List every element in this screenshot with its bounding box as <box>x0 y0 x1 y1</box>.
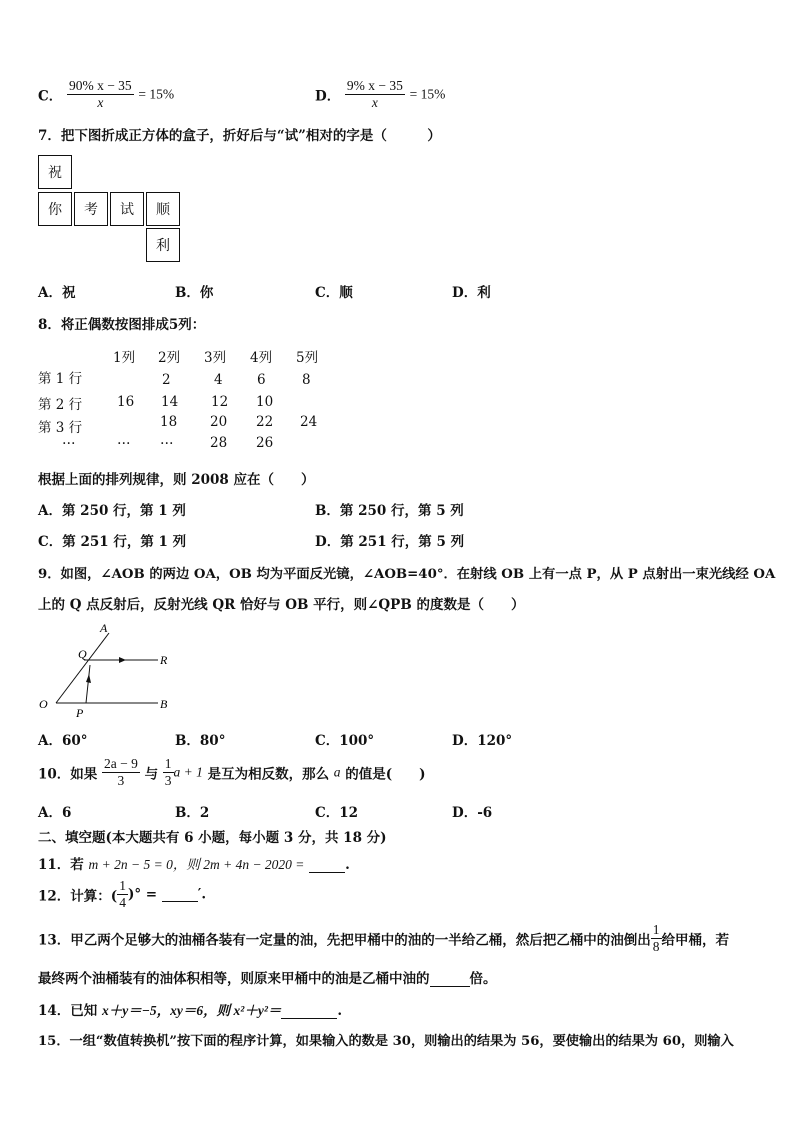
q10-expr-tail: a + 1 <box>173 764 203 780</box>
label-Q: Q <box>78 647 87 661</box>
q8-stem: 8．将正偶数按图排成5列： <box>38 317 206 333</box>
q7-option-a: A．祝 <box>38 285 76 301</box>
row-label: 第 3 行 <box>38 420 83 436</box>
numerator: 1 <box>652 922 660 937</box>
label-B: B <box>160 697 168 711</box>
q7-stem: 7．把下图折成正方体的盒子，折好后与“试”相对的字是（ ） <box>38 128 441 144</box>
q10-stem <box>38 756 426 789</box>
q8-option-b: B．第 250 行，第 5 列 <box>315 503 464 519</box>
label-R: R <box>160 653 168 667</box>
q9-option-d: D．120° <box>452 733 513 749</box>
denominator: x <box>371 95 378 110</box>
q8-question: 根据上面的排列规律，则 2008 应在（ ） <box>38 472 315 488</box>
q11-end: . <box>345 857 350 873</box>
table-cell: 8 <box>302 372 311 388</box>
reflection-diagram <box>34 620 184 720</box>
table-cell: 12 <box>211 394 229 410</box>
fraction <box>651 922 662 955</box>
q7-option-d: D．利 <box>452 285 491 301</box>
q10-option-c: C．12 <box>315 805 359 821</box>
q13-line1a: 13．甲乙两个足够大的油桶各装有一定量的油，先把甲桶中的油的一半给乙桶，然后把乙桶中的油倒出 <box>38 932 651 949</box>
q12 <box>38 878 206 911</box>
answer-blank[interactable] <box>281 1004 337 1019</box>
table-cell: 24 <box>300 414 318 430</box>
q10-option-b: B．2 <box>175 805 210 821</box>
q15-text: 15．一组“数值转换机”按下面的程序计算，如果输入的数是 30，则输出的结果为 56，要使输出的结果为 60，则输入 <box>38 1034 734 1049</box>
q8-option-d: D．第 251 行，第 5 列 <box>315 534 465 550</box>
q8-option-a: A．第 250 行，第 1 列 <box>38 503 186 519</box>
q10-option-d: D．-6 <box>452 805 493 821</box>
fraction <box>163 756 174 789</box>
q10-suffix: 是互为相反数，那么 <box>207 766 330 783</box>
numerator: 9% x − 35 <box>346 78 403 93</box>
option-label: D． <box>315 88 341 105</box>
q9-stem-line1: 9．如图，∠AOB 的两边 OA，OB 均为平面反光镜，∠AOB=40°．在射线 OB 上有一点 P，从 P 点射出一束光线经 OA <box>38 567 776 582</box>
fraction <box>117 878 128 911</box>
q8-option-c: C．第 251 行，第 1 列 <box>38 534 187 550</box>
table-cell: 10 <box>256 394 274 410</box>
q10-option-a: A．6 <box>38 805 72 821</box>
q11-prefix: 11．若 <box>38 857 84 873</box>
row-label: … <box>62 432 76 448</box>
ray-PQ <box>86 665 90 703</box>
q7-option-b: B．你 <box>175 285 214 301</box>
net-cell-li: 利 <box>146 228 180 262</box>
arrow-head-qr <box>119 657 126 663</box>
numerator: 90% x − 35 <box>68 78 132 93</box>
table-cell: 16 <box>117 394 135 410</box>
q11-expr: m + 2n − 5 = 0，则 2m + 4n − 2020 = <box>88 857 305 872</box>
q12-close: )° = <box>127 886 158 903</box>
q14-expr: x＋y＝−5，xy＝6，则 x²＋y²＝ <box>102 1003 282 1018</box>
ray-OA <box>56 633 109 703</box>
net-cell-zhu: 祝 <box>38 155 72 189</box>
q14-prefix: 14．已知 <box>38 1003 98 1019</box>
q13-line2-text: 最终两个油桶装有的油体积相等，则原来甲桶中的油是乙桶中油的 <box>38 971 430 987</box>
q9-option-c: C．100° <box>315 733 375 749</box>
arrow-head-pq <box>86 674 91 683</box>
answer-blank[interactable] <box>430 972 470 987</box>
col-header: 2列 <box>158 350 181 366</box>
net-cell-kao: 考 <box>74 192 108 226</box>
table-cell: 20 <box>210 414 228 430</box>
numerator: 2a − 9 <box>104 756 138 771</box>
answer-blank[interactable] <box>309 858 345 873</box>
numerator: 1 <box>164 756 172 771</box>
table-cell: 28 <box>210 435 228 451</box>
table-cell: 6 <box>257 372 266 388</box>
row-label: 第 1 行 <box>38 371 83 387</box>
q10-var: a <box>333 764 341 780</box>
q7-option-c: C．顺 <box>315 285 353 301</box>
denominator: 8 <box>652 939 660 954</box>
cube-net <box>38 155 184 265</box>
col-header: 4列 <box>250 350 273 366</box>
denominator: x <box>97 95 104 110</box>
q13-line1b: 给甲桶，若 <box>661 932 730 949</box>
q12-end: ′. <box>197 886 207 903</box>
denominator: 3 <box>164 773 172 788</box>
answer-blank[interactable] <box>162 887 198 902</box>
net-cell-ni: 你 <box>38 192 72 226</box>
table-cell: 18 <box>160 414 178 430</box>
label-P: P <box>76 706 84 720</box>
q6-option-c <box>38 78 174 111</box>
section2-title: 二、填空题(本大题共有 6 小题，每小题 3 分，共 18 分) <box>38 830 387 846</box>
q6-option-d <box>315 78 445 111</box>
net-cell-shi: 试 <box>110 192 144 226</box>
table-cell: 2 <box>162 372 171 388</box>
label-A: A <box>100 621 108 635</box>
numerator: 1 <box>119 878 126 893</box>
q13-line1 <box>38 922 729 955</box>
net-cell-shun: 顺 <box>146 192 180 226</box>
q11 <box>38 853 350 873</box>
q9-stem-line2: 上的 Q 点反射后，反射光线 QR 恰好与 OB 平行，则∠QPB 的度数是（ ） <box>38 597 525 613</box>
fraction <box>67 78 134 111</box>
q13-end: 倍。 <box>469 971 497 987</box>
q12-prefix: 12．计算：( <box>38 888 118 905</box>
fraction <box>345 78 405 111</box>
col-header: 3列 <box>204 350 227 366</box>
table-cell: 26 <box>256 435 274 451</box>
denominator: 3 <box>117 773 125 788</box>
label-O: O <box>39 697 48 711</box>
row-label: 第 2 行 <box>38 397 83 413</box>
table-cell: 14 <box>161 394 179 410</box>
fraction <box>102 756 140 789</box>
equation-rhs: = 15% <box>138 86 175 102</box>
q10-mid: 与 <box>144 766 159 783</box>
table-cell: … <box>117 432 131 448</box>
col-header: 1列 <box>113 350 136 366</box>
option-label: C． <box>38 88 63 105</box>
q10-prefix: 10．如果 <box>38 766 98 783</box>
q9-option-a: A．60° <box>38 733 88 749</box>
q14-end: . <box>337 1003 343 1019</box>
q14 <box>38 999 342 1019</box>
q9-option-b: B．80° <box>175 733 226 749</box>
q13-line2 <box>38 967 497 987</box>
col-header: 5列 <box>296 350 319 366</box>
denominator: 4 <box>119 895 126 910</box>
table-cell: 22 <box>256 414 274 430</box>
equation-rhs: = 15% <box>409 86 446 102</box>
table-cell: … <box>160 432 174 448</box>
q10-end: 的值是( ) <box>345 766 426 783</box>
table-cell: 4 <box>214 372 223 388</box>
